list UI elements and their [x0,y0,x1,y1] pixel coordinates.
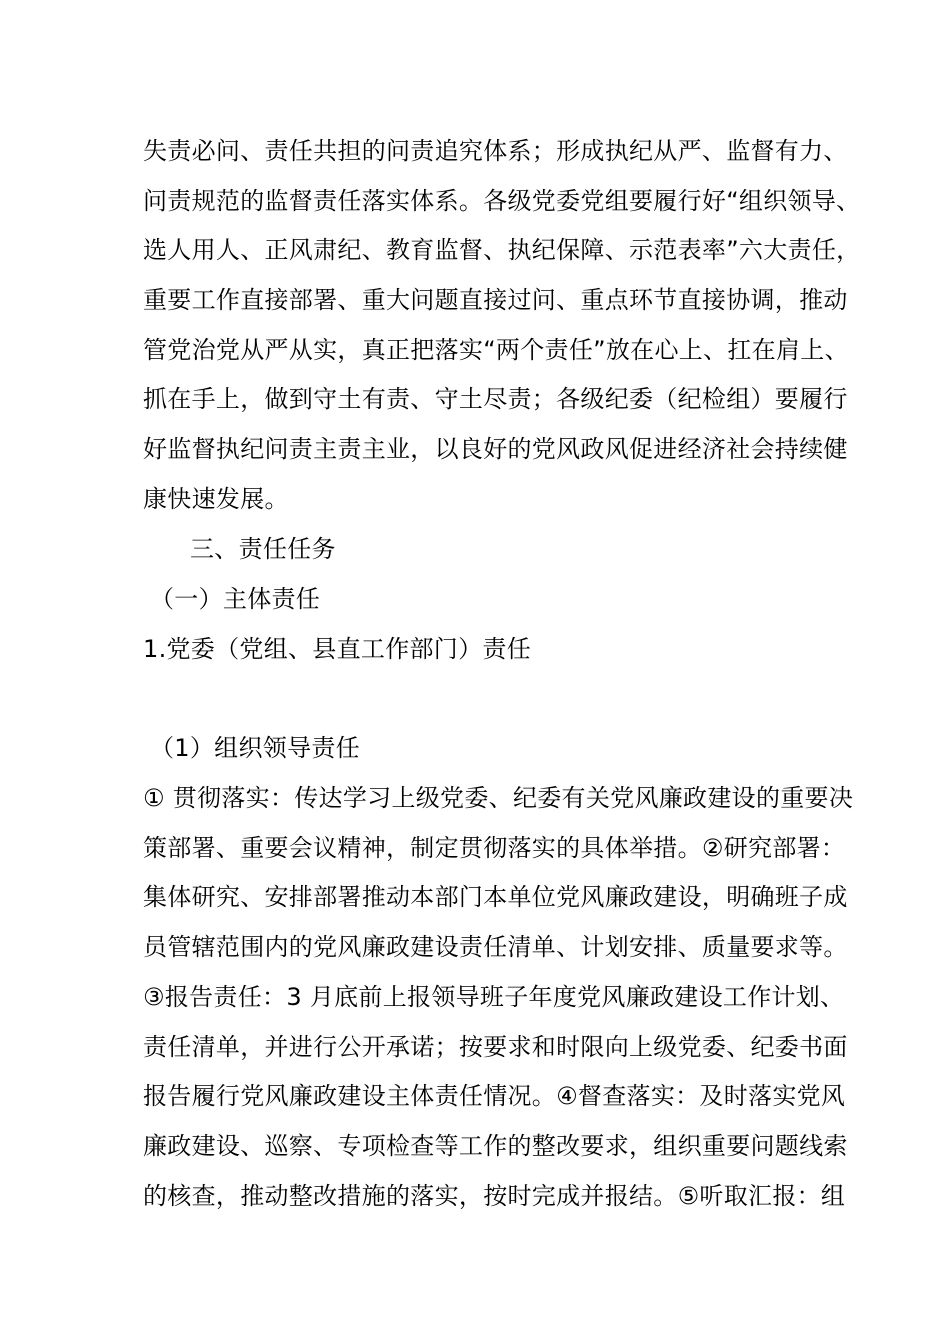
paragraph-line: 康快速发展。 [143,485,289,513]
paragraph-line: ③报告责任：3 月底前上报领导班子年度党风廉政建设工作计划、 [143,983,845,1011]
paragraph-line: 问责规范的监督责任落实体系。各级党委党组要履行好“组织领导、 [143,187,861,215]
paragraph-line: 报告履行党风廉政建设主体责任情况。④督查落实：及时落实党风 [143,1082,846,1110]
paragraph-line: 抓在手上，做到守土有责、守土尽责；各级纪委（纪检组）要履行 [143,385,848,413]
subheading-leadership: （1）组织领导责任 [150,734,360,762]
paragraph-line: 重要工作直接部署、重大问题直接过问、重点环节直接协调，推动 [143,286,848,314]
paragraph-line: 失责必问、责任共担的问责追究体系；形成执纪从严、监督有力、 [143,137,848,165]
paragraph-line: 廉政建设、巡察、专项检查等工作的整改要求，组织重要问题线索 [143,1132,848,1160]
paragraph-line: 集体研究、安排部署推动本部门本单位党风廉政建设，明确班子成 [143,883,848,911]
paragraph-line: 的核查，推动整改措施的落实，按时完成并报结。⑤听取汇报：组 [143,1182,846,1210]
subheading-party-committee: 1.党委（党组、县直工作部门）责任 [143,635,531,663]
section-heading: 三、责任任务 [190,535,336,563]
paragraph-line: 选人用人、正风肃纪、教育监督、执纪保障、示范表率”六大责任， [143,236,861,264]
paragraph-line: 员管辖范围内的党风廉政建设责任清单、计划安排、质量要求等。 [143,933,848,961]
paragraph-line: 管党治党从严从实，真正把落实“两个责任”放在心上、扛在肩上、 [143,336,849,364]
paragraph-line: 责任清单，并进行公开承诺；按要求和时限向上级党委、纪委书面 [143,1033,848,1061]
paragraph-line: 好监督执纪问责主责主业，以良好的党风政风促进经济社会持续健 [143,435,848,463]
subheading-main-responsibility: （一）主体责任 [150,585,321,613]
paragraph-line: ① 贯彻落实：传达学习上级党委、纪委有关党风廉政建设的重要决 [143,784,854,812]
paragraph-line: 策部署、重要会议精神，制定贯彻落实的具体举措。②研究部署： [143,834,846,862]
